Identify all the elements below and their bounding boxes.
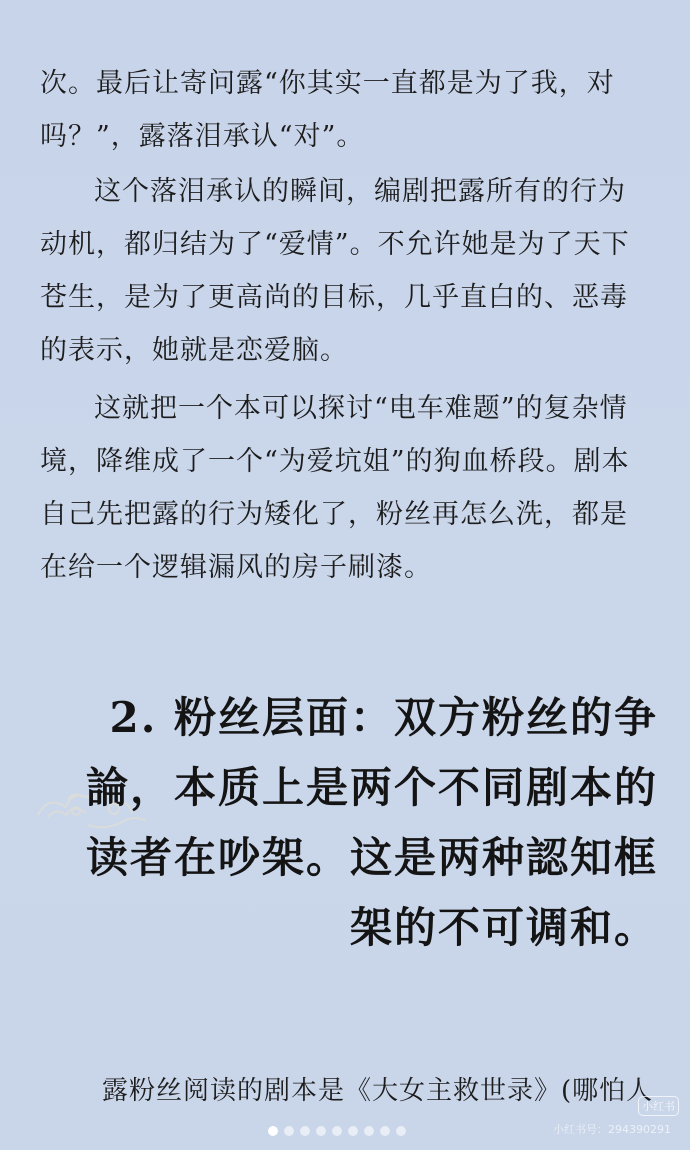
- pagination-dot[interactable]: [316, 1126, 326, 1136]
- pagination-dot[interactable]: [284, 1126, 294, 1136]
- pagination-dot[interactable]: [348, 1126, 358, 1136]
- pagination-dot[interactable]: [300, 1126, 310, 1136]
- section-heading: [46, 683, 658, 963]
- article-paragraph-3: 这就把一个本可以探讨“电车难题”的复杂情境，降维成了一个“为爱坑姐”的狗血桥段。剧本自己先把露的行为矮化了，粉丝再怎么洗，都是在给一个逻辑漏风的房子刷漆。: [40, 393, 630, 583]
- article-paragraph-1: 次。最后让寄问露“你其实一直都是为了我，对吗？”，露落泪承认“对”。: [40, 68, 615, 152]
- pagination-dot[interactable]: [332, 1126, 342, 1136]
- image-pagination-dots[interactable]: [268, 1126, 406, 1136]
- pagination-dot[interactable]: [268, 1126, 278, 1136]
- pagination-dot[interactable]: [364, 1126, 374, 1136]
- section-heading-line-4: 架的不可调和。: [349, 903, 658, 952]
- xiaohongshu-logo-badge: 小红书: [638, 1096, 679, 1116]
- section-heading-line-3: 读者在吵架。这是两种認知框: [85, 833, 658, 882]
- xiaohongshu-id-watermark: 小红书号：294390291: [553, 1123, 671, 1136]
- article-paragraph-4: 露粉丝阅读的剧本是《大女主救世录》(哪怕人: [102, 1076, 654, 1106]
- pagination-dot[interactable]: [396, 1126, 406, 1136]
- pagination-dot[interactable]: [380, 1126, 390, 1136]
- article-paragraph-2: 这个落泪承认的瞬间，编剧把露所有的行为动机，都归结为了“爱情”。不允许她是为了天下苍生，是为了更高尚的目标，几乎直白的、恶毒的表示，她就是恋爱脑。: [40, 176, 630, 366]
- section-heading-line-2: 論，本质上是两个不同剧本的: [85, 763, 658, 812]
- section-heading-line-1: 2. 粉丝层面：双方粉丝的争: [109, 693, 658, 742]
